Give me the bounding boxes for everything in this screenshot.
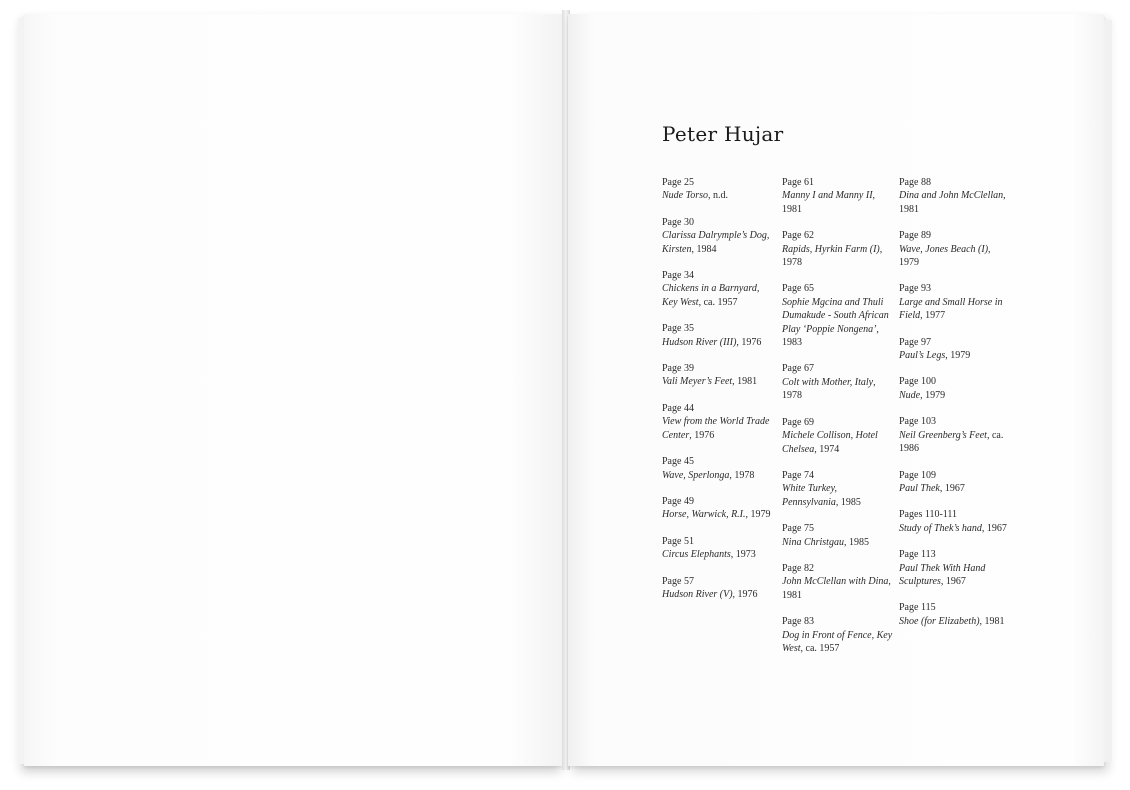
entry-artwork-title: Manny I and Manny II bbox=[782, 190, 873, 202]
entry-artwork-title: Wave, Sperlonga bbox=[662, 469, 730, 481]
entry-artwork-title: Horse, Warwick, R.I. bbox=[662, 509, 746, 521]
index-entry bbox=[782, 416, 894, 456]
entry-date: , 1981 bbox=[899, 190, 1006, 215]
entry-page-number: Page 113 bbox=[899, 549, 936, 561]
entry-page-number: Page 57 bbox=[662, 575, 694, 587]
entry-date: , 1976 bbox=[732, 588, 758, 600]
index-entry bbox=[782, 469, 894, 509]
index-entry bbox=[782, 229, 894, 269]
entry-date: , 1981 bbox=[979, 615, 1005, 627]
entry-date: , 1981 bbox=[782, 190, 876, 215]
entry-page-number: Page 35 bbox=[662, 323, 694, 335]
entry-date: , 1985 bbox=[843, 536, 869, 548]
entry-artwork-title: View from the World Trade Center bbox=[662, 416, 770, 441]
entry-date: , 1984 bbox=[691, 243, 717, 255]
entry-artwork-title: Dina and John McClellan bbox=[899, 190, 1004, 202]
entry-artwork-title: Paul’s Legs bbox=[899, 350, 946, 362]
index-entry bbox=[899, 548, 1011, 588]
entry-page-number: Page 82 bbox=[782, 562, 814, 574]
index-entry bbox=[782, 522, 894, 549]
entry-page-number: Page 34 bbox=[662, 270, 694, 282]
index-entry bbox=[662, 402, 774, 442]
entry-artwork-title: Nina Christgau bbox=[782, 536, 844, 548]
index-entry bbox=[899, 508, 1011, 535]
index-entry bbox=[662, 216, 774, 256]
entry-date: , 1979 bbox=[945, 350, 971, 362]
entry-date: , 1967 bbox=[981, 522, 1007, 534]
entry-page-number: Page 62 bbox=[782, 230, 814, 242]
index-entry bbox=[662, 176, 774, 203]
entry-artwork-title: Hudson River (V) bbox=[662, 588, 733, 600]
entry-page-number: Page 103 bbox=[899, 416, 936, 428]
left-page-blank bbox=[24, 14, 564, 766]
entry-page-number: Page 25 bbox=[662, 177, 694, 188]
index-entry bbox=[782, 562, 894, 602]
entry-artwork-title: Vali Meyer’s Feet bbox=[662, 376, 733, 388]
entry-page-number: Page 65 bbox=[782, 283, 814, 295]
entry-date: , 1985 bbox=[835, 496, 861, 508]
index-entry bbox=[782, 282, 894, 349]
entry-date: , 1967 bbox=[939, 482, 965, 494]
index-entry bbox=[899, 469, 1011, 496]
entry-artwork-title: Paul Thek With Hand Sculptures bbox=[899, 562, 986, 587]
entry-date: , 1974 bbox=[814, 443, 840, 455]
entry-date: , ca. 1986 bbox=[899, 429, 1004, 455]
entry-date: , 1981 bbox=[732, 376, 758, 388]
index-entry bbox=[899, 601, 1011, 628]
entry-date: , 1976 bbox=[689, 429, 715, 441]
entry-page-number: Page 93 bbox=[899, 283, 931, 295]
entry-page-number: Page 49 bbox=[662, 495, 694, 507]
entry-artwork-title: Colt with Mother, Italy bbox=[782, 376, 874, 388]
entry-date: , 1983 bbox=[782, 323, 879, 349]
entry-artwork-title: Dog in Front of Fence, Key West bbox=[782, 629, 893, 654]
entry-date: , 1976 bbox=[736, 336, 762, 348]
index-entry bbox=[899, 282, 1011, 322]
entry-artwork-title: Nude bbox=[899, 389, 921, 401]
entry-date: , 1978 bbox=[782, 376, 876, 402]
entry-artwork-title: Nude Torso bbox=[662, 190, 709, 202]
entry-page-number: Page 51 bbox=[662, 535, 694, 547]
entry-artwork-title: Hudson River (III) bbox=[662, 336, 737, 348]
entry-page-number: Page 61 bbox=[782, 177, 814, 188]
index-entry bbox=[662, 322, 774, 349]
index-column-1 bbox=[662, 176, 774, 614]
index-entry bbox=[662, 269, 774, 309]
entry-page-number: Page 45 bbox=[662, 456, 694, 468]
entry-date: , 1973 bbox=[730, 549, 756, 561]
entry-page-number: Page 74 bbox=[782, 469, 814, 481]
index-entry bbox=[662, 575, 774, 602]
entry-date: , 1978 bbox=[729, 469, 755, 481]
page-title: Peter Hujar bbox=[662, 122, 784, 146]
entry-artwork-title: Chickens in a Barnyard, Key West bbox=[662, 283, 760, 308]
index-entry bbox=[782, 615, 894, 655]
entry-artwork-title: Wave, Jones Beach (I) bbox=[899, 243, 989, 255]
index-entry bbox=[899, 176, 1011, 216]
index-entry bbox=[782, 362, 894, 402]
index-entry bbox=[899, 375, 1011, 402]
entry-date: , ca. 1957 bbox=[698, 296, 738, 308]
entry-page-number: Page 44 bbox=[662, 402, 694, 414]
entry-page-number: Page 97 bbox=[899, 336, 931, 348]
index-column-3 bbox=[899, 176, 1011, 641]
entry-date: , 1977 bbox=[920, 310, 946, 322]
entry-date: , 1979 bbox=[745, 509, 771, 521]
entry-artwork-title: Sophie Mgcina and Thuli Dumakude - South African Play ‘Poppie Nongena’ bbox=[782, 296, 889, 335]
entry-page-number: Page 89 bbox=[899, 230, 931, 242]
entry-artwork-title: Neil Greenberg’s Feet bbox=[899, 429, 987, 441]
entry-date: , 1978 bbox=[782, 243, 883, 269]
entry-artwork-title: Rapids, Hyrkin Farm (I) bbox=[782, 243, 880, 255]
index-column-2 bbox=[782, 176, 894, 668]
index-entry bbox=[662, 362, 774, 389]
index-entry bbox=[899, 229, 1011, 269]
entry-artwork-title: Michele Collison, Hotel Chelsea bbox=[782, 430, 878, 455]
index-entry bbox=[662, 455, 774, 482]
entry-page-number: Page 67 bbox=[782, 363, 814, 375]
entry-date: , 1979 bbox=[920, 389, 946, 401]
entry-artwork-title: Paul Thek bbox=[899, 482, 940, 494]
entry-page-number: Page 75 bbox=[782, 523, 814, 535]
index-entry bbox=[899, 415, 1011, 455]
entry-date: , 1981 bbox=[782, 576, 891, 601]
entry-page-number: Page 39 bbox=[662, 363, 694, 375]
index-entry bbox=[662, 495, 774, 522]
entry-page-number: Page 30 bbox=[662, 216, 694, 228]
entry-page-number: Page 88 bbox=[899, 177, 931, 188]
index-entry bbox=[662, 535, 774, 562]
entry-page-number: Page 69 bbox=[782, 416, 814, 428]
entry-artwork-title: Shoe (for Elizabeth) bbox=[899, 615, 980, 627]
entry-artwork-title: Clarissa Dalrymple’s Dog, Kirsten bbox=[662, 230, 770, 255]
entry-page-number: Page 109 bbox=[899, 469, 936, 481]
entry-date: , n.d. bbox=[708, 190, 729, 202]
entry-artwork-title: White Turkey, Pennsylvania bbox=[782, 483, 837, 508]
index-entry bbox=[899, 336, 1011, 363]
entry-date: , 1979 bbox=[899, 243, 991, 269]
entry-artwork-title: Large and Small Horse in Field bbox=[899, 296, 1003, 322]
entry-artwork-title: Study of Thek’s hand bbox=[899, 522, 982, 534]
entry-artwork-title: John McClellan with Dina bbox=[782, 576, 889, 588]
entry-date: , 1967 bbox=[940, 575, 966, 587]
entry-date: , ca. 1957 bbox=[800, 642, 840, 654]
entry-page-number: Page 83 bbox=[782, 616, 814, 628]
index-entry bbox=[782, 176, 894, 216]
entry-page-number: Pages 110-111 bbox=[899, 509, 958, 521]
entry-page-number: Page 115 bbox=[899, 602, 936, 614]
entry-artwork-title: Circus Elephants bbox=[662, 549, 731, 561]
entry-page-number: Page 100 bbox=[899, 376, 936, 388]
